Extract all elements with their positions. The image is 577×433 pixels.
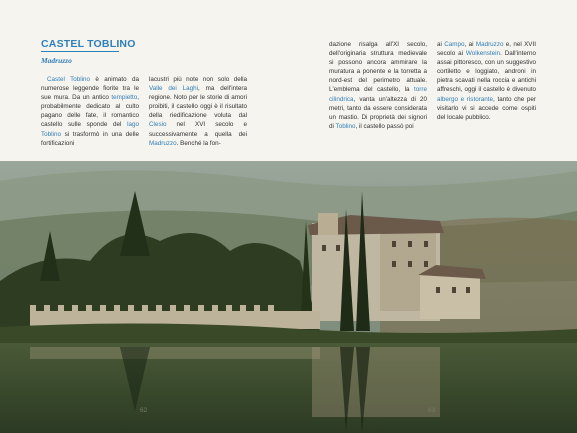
highlighted-term: torre cilindrica [329, 86, 427, 103]
highlighted-term: Madruzzo [475, 41, 504, 48]
highlighted-term: Castel Toblino [47, 76, 91, 83]
highlighted-term: lago Toblino [41, 121, 139, 138]
body-text-segment: . Dall'interno assai pittoresco, con un suggestivo cortiletto e loggiato, androni in pietra scavati nella roccia e antichi affreschi, oggi il castello è divenuto [437, 50, 536, 94]
highlighted-term: albergo e ristorante [437, 95, 494, 103]
body-text-segment: , probabilmente dedicato al culto pagano delle fate, il romantico castello sulle sponde del [41, 94, 139, 129]
highlighted-term: Wolkenstein [465, 50, 501, 58]
page-number-left: 62 [140, 407, 148, 414]
body-text-segment: , vanta un'altezza di 20 metri, tanto da essere considerata un mastio. Di proprietà dei signori di [329, 95, 427, 130]
page-number-right: 63 [428, 407, 436, 414]
castle-photo-illustration [0, 161, 577, 433]
body-text-segment: dazione risalga all'XI secolo, dell'originaria struttura medievale si possono ancora ammirare la muratura a ponente e la torretta a nord-est del perimetro attuale. L'emblema del castello, la [329, 41, 427, 94]
body-text-segment: , ai [464, 41, 476, 48]
body-text-segment: , ma dell'intera regione. Noto per le storie di amori proibiti, il castello oggi è il risultato della riedificazione voluta dal [149, 85, 247, 120]
highlighted-term: Madruzzo [149, 139, 177, 147]
body-text-segment: . Benché la fon- [176, 139, 221, 147]
body-text-segment: è animato da numerose leggende fiorite tra le sue mura. Da un antico [41, 76, 139, 102]
page-title: CASTEL TOBLINO [41, 38, 136, 50]
body-text-segment: nel XVI secolo e successivamente a quella dei [149, 121, 247, 138]
location-subtitle: Madruzzo [41, 56, 72, 65]
text-column-3 [329, 40, 427, 131]
body-text-segment: ai [437, 41, 445, 48]
text-column-4 [437, 40, 536, 122]
highlighted-term: Clesio [149, 121, 167, 129]
castle-lake-photo [0, 161, 577, 433]
highlighted-term: Campo [444, 41, 465, 48]
text-column-2 [149, 75, 247, 148]
body-text-segment: si trasformò in una delle fortificazioni [41, 130, 139, 147]
title-underline [41, 51, 119, 52]
text-column-1 [41, 75, 139, 148]
body-text-segment: lacustri più note non solo della [149, 76, 247, 83]
body-text-segment: e, nel XVII secolo ai [437, 41, 536, 58]
body-text-segment: , tanto che per visitarlo vi si accede come ospiti del locale pubblico. [437, 95, 536, 121]
highlighted-term: Toblino [335, 122, 356, 130]
highlighted-term: Valle dei Laghi [149, 85, 199, 93]
highlighted-term: tempietto [111, 94, 138, 102]
body-text-segment: , il castello passò poi [355, 122, 414, 130]
